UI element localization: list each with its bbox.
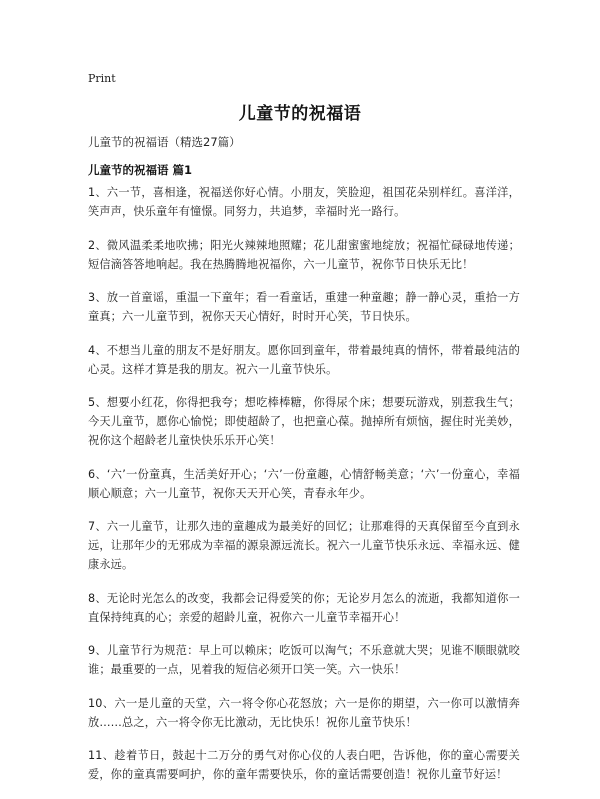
page-title: 儿童节的祝福语	[238, 104, 362, 124]
blessing-paragraph-3: 3、放一首童谣，重温一下童年；看一看童话，重建一种童趣；静一静心灵，重拾一方童真；六一儿童节到，祝你天天心情好，时时开心笑，节日快乐。	[88, 291, 520, 323]
blessing-paragraph-8: 8、无论时光怎么的改变，我都会记得爱笑的你；无论岁月怎么的流逝，我都知道你一直保持纯真的心；亲爱的超龄儿童，祝你六一儿童节幸福开心！	[88, 591, 520, 624]
blessing-paragraph-2: 2、微风温柔柔地吹拂；阳光火辣辣地照耀；花儿甜蜜蜜地绽放；祝福忙碌碌地传递；短信滴答答地响起。我在热腾腾地祝福你，六一儿童节，祝你节日快乐无比！	[88, 238, 520, 271]
blessing-paragraph-6: 6、‘六’一份童真，生活美好开心；‘六’一份童趣，心情舒畅美意；‘六’一份童心，幸福顺心顺意；六一儿童节，祝你天天开心笑，青春永年少。	[88, 467, 520, 500]
blessing-paragraph-4: 4、不想当儿童的朋友不是好朋友。愿你回到童年，带着最纯真的情怀，带着最纯洁的心灵。这样才算是我的朋友。祝六一儿童节快乐。	[88, 343, 520, 376]
blessing-paragraph-11: 11、趁着节日，鼓起十二万分的勇气对你心仪的人表白吧，告诉他，你的童心需要关爱，你的童真需要呵护，你的童年需要快乐，你的童话需要创造！祝你儿童节好运！	[88, 749, 520, 781]
blessing-paragraph-1: 1、六一节，喜相逢，祝福送你好心情。小朋友，笑脸迎，祖国花朵别样红。喜洋洋，笑声声，快乐童年有憧憬。同努力，共追梦，幸福时光一路行。	[88, 186, 520, 218]
article-body	[88, 183, 520, 799]
section-heading: 儿童节的祝福语 篇1	[88, 163, 193, 177]
blessing-paragraph-7: 7、六一儿童节，让那久违的童趣成为最美好的回忆；让那难得的天真保留至今直到永远，让那年少的无邪成为幸福的源泉源远流长。祝六一儿童节快乐永远、幸福永远、健康永远。	[88, 520, 520, 571]
blessing-paragraph-10: 10、六一是儿童的天堂，六一将令你心花怒放；六一是你的期望，六一你可以激情奔放……总之，六一将令你无比激动，无比快乐！祝你儿童节快乐！	[88, 696, 520, 729]
print-link[interactable]: Print	[88, 72, 116, 85]
blessing-paragraph-9: 9、儿童节行为规范：早上可以赖床；吃饭可以淘气；不乐意就大哭；见谁不顺眼就咬谁；最重要的一点，见着我的短信必须开口笑一笑。六一快乐！	[88, 644, 520, 676]
blessing-paragraph-5: 5、想要小红花，你得把我夸；想吃棒棒糖，你得尿个床；想要玩游戏，别惹我生气；今天儿童节，愿你心愉悦；即使超龄了，也把童心葆。抛掉所有烦恼，握住时光美妙，祝你这个超龄老儿童快快乐乐开心笑！	[88, 396, 520, 447]
document-subtitle: 儿童节的祝福语（精选27篇）	[88, 135, 241, 149]
